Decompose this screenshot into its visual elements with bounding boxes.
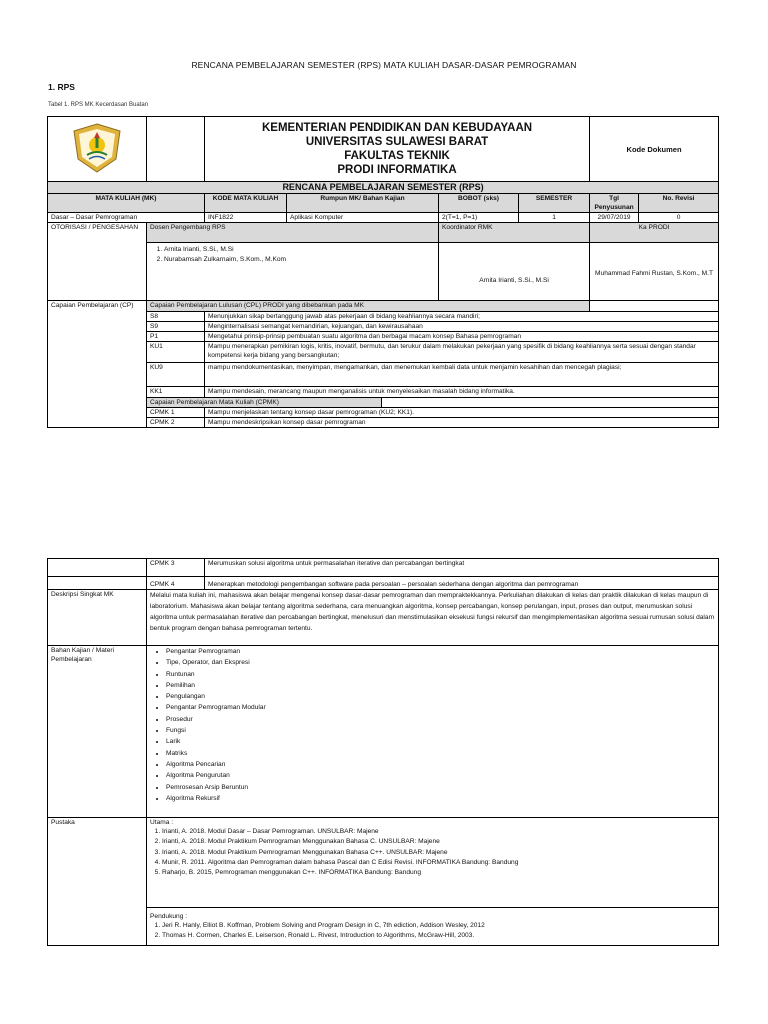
cpl-code: S8 xyxy=(147,312,205,322)
course-tgl: 29/07/2019 xyxy=(590,213,639,223)
bahan-item: • Tipe, Operator, dan Ekspresi xyxy=(166,657,715,668)
cpmk-code: CPMK 3 xyxy=(147,559,205,577)
bahan-item: • Matriks xyxy=(166,748,715,759)
col-header-kode: KODE MATA KULIAH xyxy=(205,194,287,213)
pendukung-item: 2. Thomas H. Cormen, Charles E. Leiserson, Ronald L. Rivest, Introduction to Algorithms, McGraw-Hill, 2003. xyxy=(162,931,715,941)
blank-cell xyxy=(48,577,147,590)
utama-item: 1. Irianti, A. 2018. Modul Dasar – Dasar Pemrograman. UNSULBAR: Majene xyxy=(162,827,715,837)
bahan-item: • Pengantar Pemrograman Modular xyxy=(166,702,715,713)
otorisasi-label: OTORISASI / PENGESAHAN xyxy=(48,223,147,301)
prodi-label: Ka PRODI xyxy=(590,223,719,243)
bahan-item: • Pengantar Pemrograman xyxy=(166,646,715,657)
cpl-text: Menginternalisasi semangat kemandirian, kejuangan, dan kewirausahaan xyxy=(205,322,719,332)
col-header-revisi: No. Revisi xyxy=(639,194,719,213)
cpl-code: KU9 xyxy=(147,363,205,387)
course-bobot: 2(T=1, P=1) xyxy=(439,213,519,223)
rps-table-page1 xyxy=(47,116,719,428)
course-code: INF1822 xyxy=(205,213,287,223)
cpl-text: mampu mendokumentasikan, menyimpan, mengamankan, dan menemukan kembali data untuk menjamin kesahihan dan mencegah plagiasi; xyxy=(205,363,719,387)
bahan-item: • Algoritma Pengurutan xyxy=(166,770,715,781)
blank-cell xyxy=(382,398,719,408)
cp-label: Capaian Pembelajaran (CP) xyxy=(48,301,147,428)
developer-list xyxy=(147,243,439,301)
deskripsi-text: Melalui mata kuliah ini, mahasiswa akan belajar mengenai konsep dasar-dasar pemrograman dan mempraktekkannya. Perkuliahan dilakukan di kelas dan praktik dilakukan di kelas maupun di laboratorium. Mahasiswa akan belajar tentang algoritma sederhana, cara menuangkan algoritma, konsep percabangan, konsep perulangan, input, proses dan output, merumuskan solusi algoritma untuk permasalahan iterative dan percabangan bertingkat, menelusuri dan menstimulasikan eksekusi fungsi rekursif dan mengimplementasikan algoritma sesuai rumusan solusi dalam bentuk program dengan bahasa pemrograman tertentu. xyxy=(147,590,719,646)
bahan-item: • Runtunan xyxy=(166,669,715,680)
bahan-item: • Pemrosesan Arsip Beruntun xyxy=(166,782,715,793)
pustaka-utama-cell xyxy=(147,818,719,908)
rmk-name: Arnita Irianti, S.Si., M.Si xyxy=(439,243,590,301)
cpmk-text: Menerapkan metodologi pengembangan software pada persoalan – persoalan sederhana dengan algoritma dan pemrograman xyxy=(205,577,719,590)
blank-cell xyxy=(590,301,719,312)
cpmk-code: CPMK 2 xyxy=(147,418,205,428)
utama-item: 5. Raharjo, B. 2015, Pemrograman menggunakan C++. INFORMATIKA Bandung: Bandung xyxy=(162,868,715,878)
utama-item: 4. Munir, R. 2011. Algoritma dan Pemrograman dalam bahasa Pascal dan C Edisi Revisi. INFORMATIKA Bandung: Bandung xyxy=(162,858,715,868)
col-header-bobot: BOBOT (sks) xyxy=(439,194,519,213)
utama-item: 3. Irianti, A. 2018. Modul Praktikum Pemrograman Menggunakan Bahasa C++. UNSULBAR: Majene xyxy=(162,848,715,858)
cpmk-code: CPMK 1 xyxy=(147,408,205,418)
cpmk-header: Capaian Pembelajaran Mata Kuliah (CPMK) xyxy=(147,398,382,408)
developer-item: 2. Nurabamsah Zulkarnaim, S.Kom., M.Kom xyxy=(164,255,435,265)
cpl-code: KK1 xyxy=(147,387,205,398)
col-header-mk: MATA KULIAH (MK) xyxy=(48,194,205,213)
cpl-text: Mengetahui prinsip-prinsip pembuatan suatu algoritma dan berbagai macam konsep Bahasa pemrograman xyxy=(205,332,719,342)
bahan-item: • Pengulangan xyxy=(166,691,715,702)
prodi-head-name: Muhammad Fahmi Rustan, S.Kom., M.T xyxy=(590,243,719,301)
blank-cell xyxy=(48,559,147,577)
cpmk-text: Mampu mendeskripsikan konsep dasar pemrograman xyxy=(205,418,719,428)
faculty-name: FAKULTAS TEKNIK xyxy=(344,150,450,162)
cpmk-code: CPMK 4 xyxy=(147,577,205,590)
cpl-header: Capaian Pembelajaran Lulusan (CPL) PRODI yang dibebankan pada MK xyxy=(147,301,590,312)
cpmk-text: Mampu menjelaskan tentang konsep dasar pemrograman (KU2; KK1). xyxy=(205,408,719,418)
dev-label: Dosen Pengembang RPS xyxy=(147,223,439,243)
table-caption: Tabel 1. RPS MK Kecerdasan Buatan xyxy=(48,102,149,108)
course-name: Dasar – Dasar Pemrograman xyxy=(48,213,205,223)
bahan-item: • Fungsi xyxy=(166,725,715,736)
bahan-item: • Prosedur xyxy=(166,714,715,725)
bahan-list-cell xyxy=(147,646,719,818)
section-heading: 1. RPS xyxy=(48,82,75,92)
course-semester: 1 xyxy=(519,213,590,223)
logo-cell xyxy=(48,117,147,182)
cpl-text: Mampu mendesain, merancang maupun menganalisis untuk menyelesaikan masalah bidang informatika. xyxy=(205,387,719,398)
bahan-item: • Larik xyxy=(166,736,715,747)
col-header-semester: SEMESTER xyxy=(519,194,590,213)
cpl-code: P1 xyxy=(147,332,205,342)
course-rumpun: Aplikasi Komputer xyxy=(287,213,439,223)
bahan-item: • Algoritma Pencarian xyxy=(166,759,715,770)
blank-cell xyxy=(147,117,205,182)
col-header-rumpun: Rumpun MK/ Bahan Kajian xyxy=(287,194,439,213)
university-logo xyxy=(68,121,126,175)
developer-item: 1. Arnita Irianti, S.Si., M.Si xyxy=(164,245,435,255)
pustaka-label: Pustaka xyxy=(48,818,147,946)
pendukung-label: Pendukung : xyxy=(150,913,188,920)
pendukung-item: 1. Jeri R. Hanly, Elliot B. Koffman, Problem Solving and Program Design in C, 7th ediction, Addison Wesley, 2012 xyxy=(162,921,715,931)
cpmk-text: Merumuskan solusi algoritma untuk permasalahan iterative dan percabangan bertingkat xyxy=(205,559,719,577)
institution-header xyxy=(205,117,590,182)
col-header-tgl: Tgl Penyusunan xyxy=(590,194,639,213)
bahan-item: • Pemilihan xyxy=(166,680,715,691)
utama-item: 2. Irianti, A. 2018. Modul Praktikum Pemrograman Menggunakan Bahasa C. UNSULBAR: Majene xyxy=(162,837,715,847)
prodi-name: PRODI INFORMATIKA xyxy=(337,164,457,176)
bahan-item: • Algoritma Rekursif xyxy=(166,793,715,804)
ministry-name: KEMENTERIAN PENDIDIKAN DAN KEBUDAYAAN xyxy=(261,122,533,134)
deskripsi-label: Deskripsi Singkat MK xyxy=(48,590,147,646)
rps-table-page2 xyxy=(47,558,719,946)
rps-title: RENCANA PEMBELAJARAN SEMESTER (RPS) xyxy=(48,182,719,194)
pustaka-pendukung-cell xyxy=(147,908,719,946)
document-title: RENCANA PEMBELAJARAN SEMESTER (RPS) MATA KULIAH DASAR-DASAR PEMROGRAMAN xyxy=(191,60,577,70)
cpl-text: Mampu menerapkan pemikiran logis, kritis, inovatif, bermutu, dan terukur dalam melakukan pekerjaan yang spesifik di bidang keahliannya serta sesuai dengan standar kompetensi kerja bidang yang bersangkutan; xyxy=(205,342,719,363)
cpl-code: S9 xyxy=(147,322,205,332)
course-revisi: 0 xyxy=(639,213,719,223)
kode-dokumen: Kode Dokumen xyxy=(590,117,719,182)
cpl-code: KU1 xyxy=(147,342,205,363)
utama-label: Utama : xyxy=(150,819,174,826)
rmk-label: Koordinator RMK xyxy=(439,223,590,243)
bahan-label: Bahan Kajian / Materi Pembelajaran xyxy=(48,646,147,818)
university-name: UNIVERSITAS SULAWESI BARAT xyxy=(305,136,489,148)
cpl-text: Menunjukkan sikap bertanggung jawab atas pekerjaan di bidang keahliannya secara mandiri; xyxy=(205,312,719,322)
